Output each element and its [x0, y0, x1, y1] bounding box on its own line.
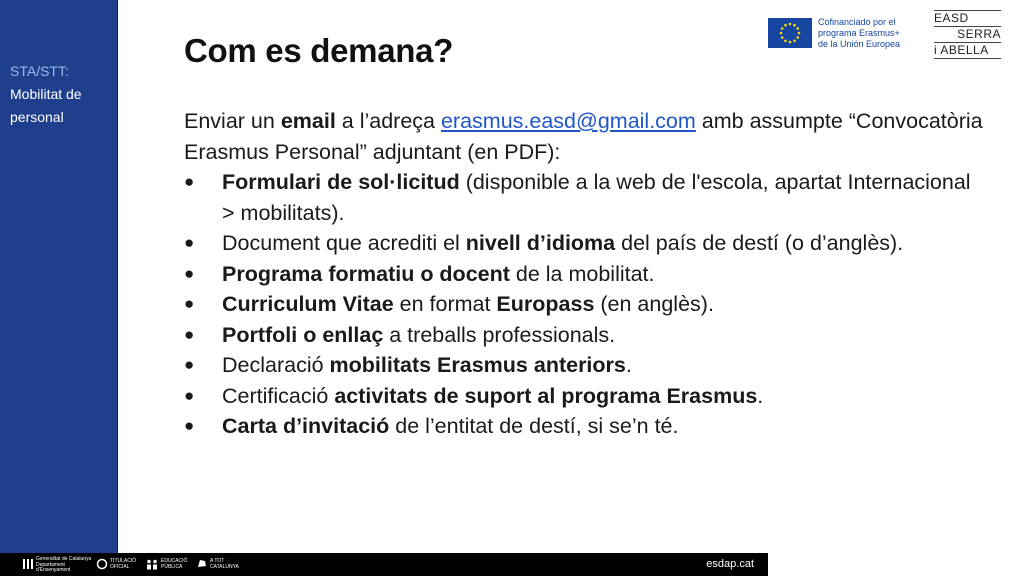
- school-logo: [934, 10, 1002, 60]
- footer-bar: [0, 553, 768, 576]
- list-item: ● Document que acrediti el nivell d’idioma del país de destí (o d’anglès).: [184, 228, 984, 259]
- bullet-icon: ●: [184, 324, 195, 344]
- footer-website-link[interactable]: esdap.cat: [706, 558, 754, 570]
- section-label-code: STA/STT:: [10, 63, 69, 79]
- eu-logo-line1: Cofinanciado por el: [818, 17, 896, 27]
- bullet-icon: ●: [184, 172, 195, 191]
- slide-title: Com es demana?: [184, 32, 454, 69]
- gencat-logo-icon: [22, 558, 34, 570]
- footer-educacio: EDUCACIÓ PÚBLICA: [161, 558, 188, 570]
- eu-cofunding-logo: [768, 16, 918, 52]
- slide-body: [184, 106, 984, 442]
- list-item: ● Declaració mobilitats Erasmus anteriors.: [184, 350, 984, 381]
- school-logo-word3: i ABELLA: [934, 43, 989, 57]
- bullet-icon: ●: [184, 294, 195, 313]
- bullet-icon: ●: [184, 385, 195, 405]
- list-item: ● Carta d’invitació de l’entitat de destí, si se’n té.: [184, 411, 984, 442]
- section-label-line2: Mobilitat de: [10, 86, 82, 102]
- section-label: [10, 60, 114, 129]
- eu-logo-text: [818, 17, 900, 50]
- intro-paragraph: Enviar un email a l’adreça erasmus.easd@gmail.com amb assumpte “Convocatòria Erasmus Personal” adjuntant (en PDF):: [184, 109, 983, 164]
- section-label-line3: personal: [10, 109, 64, 125]
- official-title-icon: [96, 558, 108, 570]
- school-logo-word2: SERRA: [957, 27, 1001, 41]
- list-item: ● Formulari de sol·licitud (disponible a la web de l'escola, apartat Internacional > mobilitats).: [184, 167, 984, 228]
- footer-atot: A TOT CATALUNYA: [210, 558, 239, 570]
- sidebar: [0, 0, 118, 553]
- list-item: ● Programa formatiu o docent de la mobilitat.: [184, 259, 984, 290]
- eu-logo-line2: programa Erasmus+: [818, 28, 900, 38]
- requirements-list: [184, 167, 984, 442]
- catalonia-map-icon: [196, 558, 208, 570]
- bullet-icon: ●: [184, 416, 195, 435]
- bullet-icon: ●: [184, 263, 195, 283]
- footer-gencat: Generalitat de Catalunya Departament d'Ensenyament: [36, 556, 92, 573]
- bullet-icon: ●: [184, 233, 195, 252]
- public-education-icon: [146, 558, 158, 570]
- school-logo-word1: EASD: [934, 11, 969, 25]
- list-item: ● Certificació activitats de suport al programa Erasmus.: [184, 381, 984, 412]
- bullet-icon: ●: [184, 355, 195, 374]
- list-item: ● Curriculum Vitae en format Europass (en anglès).: [184, 289, 984, 320]
- email-link[interactable]: erasmus.easd@gmail.com: [440, 109, 696, 133]
- eu-flag-icon: [768, 18, 812, 48]
- eu-logo-line3: de la Unión Europea: [818, 39, 901, 49]
- footer-titulacio: TITULACIÓ OFICIAL: [110, 558, 137, 570]
- list-item: ● Portfoli o enllaç a treballs professionals.: [184, 320, 984, 351]
